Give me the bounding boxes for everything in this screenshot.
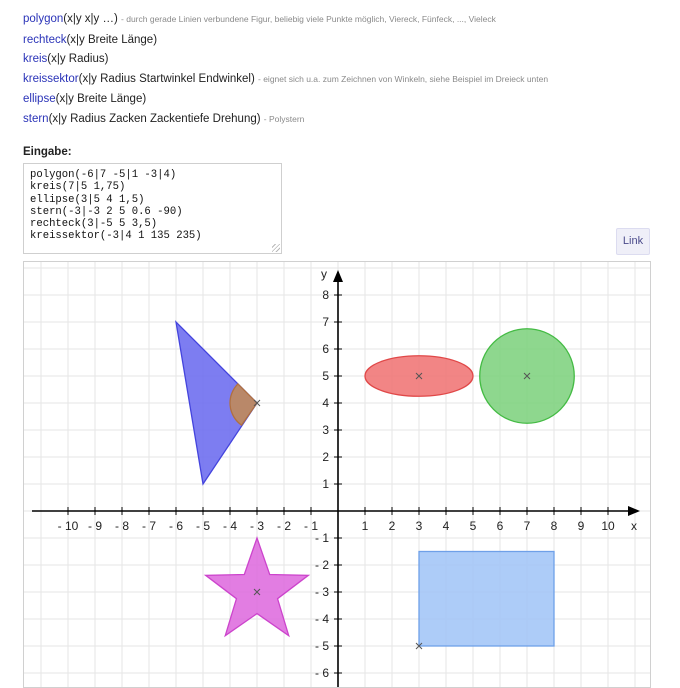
x-tick-label: 3 [415,519,423,533]
syntax-fn-rechteck[interactable]: rechteck [23,34,67,46]
y-tick-label: - 1 [314,531,329,545]
syntax-args: (x|y Breite Länge) [55,93,147,105]
input-text[interactable]: polygon(-6|7 -5|1 -3|4) kreis(7|5 1,75) ellipse(3|5 4 1,5) stern(-3|-3 2 5 0.6 -90) rechteck(3|-5 5 3,5) kreissektor(-3|4 1 135 235) [30,169,202,243]
syntax-rechteck [23,34,157,46]
y-tick-label: 3 [322,423,329,437]
x-tick-label: - 6 [168,519,184,533]
syntax-args: (x|y Radius Zacken Zackentiefe Drehung) [48,113,261,125]
syntax-desc: - durch gerade Linien verbundene Figur, beliebig viele Punkte möglich, Viereck, Fünfeck, ..., Vieleck [121,14,496,24]
syntax-ellipse [23,93,146,105]
syntax-polygon [23,13,496,25]
y-tick-label: 1 [322,477,329,491]
y-tick-label: 4 [322,396,329,410]
x-axis-label: x [631,519,637,533]
x-tick-label: - 5 [195,519,211,533]
syntax-fn-kreis[interactable]: kreis [23,53,48,65]
resize-grip-icon[interactable] [272,244,280,252]
x-tick-label: 7 [523,519,531,533]
input-label: Eingabe: [23,146,72,158]
x-tick-label: 5 [469,519,477,533]
syntax-args: (x|y Radius Startwinkel Endwinkel) [78,73,255,85]
syntax-stern [23,113,304,125]
y-tick-label: - 3 [314,585,329,599]
y-tick-label: - 4 [314,612,329,626]
x-tick-label: - 9 [87,519,103,533]
x-axis-arrow-icon [628,506,640,516]
syntax-kreissektor [23,73,548,85]
y-tick-label: 8 [322,288,329,302]
y-axis-arrow-icon [333,270,343,282]
x-tick-label: - 4 [222,519,238,533]
y-axis-label: y [321,267,327,281]
x-tick-label: 6 [496,519,504,533]
syntax-fn-kreissektor[interactable]: kreissektor [23,73,79,85]
x-tick-label: 8 [550,519,558,533]
syntax-fn-polygon[interactable]: polygon [23,13,64,25]
y-tick-label: - 5 [314,639,329,653]
x-tick-label: 1 [361,519,369,533]
y-tick-label: - 6 [314,666,329,680]
syntax-args: (x|y Radius) [47,53,109,65]
x-tick-label: 10 [601,519,615,533]
x-tick-label: - 3 [249,519,265,533]
y-tick-label: 2 [322,450,329,464]
x-tick-label: - 1 [303,519,319,533]
x-tick-label: 4 [442,519,450,533]
x-tick-label: - 8 [114,519,130,533]
x-tick-label: 2 [388,519,396,533]
y-tick-label: 6 [322,342,329,356]
syntax-desc: - eignet sich u.a. zum Zeichnen von Winkeln, siehe Beispiel im Dreieck unten [258,74,549,84]
syntax-fn-stern[interactable]: stern [23,113,49,125]
syntax-args: (x|y Breite Länge) [66,34,158,46]
input-textarea[interactable] [23,163,282,254]
graph-canvas [24,262,651,688]
y-tick-label: 5 [322,369,329,383]
y-tick-label: 7 [322,315,329,329]
syntax-args: (x|y x|y …) [63,13,118,25]
link-button[interactable]: Link [616,228,650,255]
coordinate-graph [23,261,651,688]
syntax-kreis [23,53,108,65]
syntax-desc: - Polystern [263,114,305,124]
y-tick-label: - 2 [314,558,329,572]
x-tick-label: - 2 [276,519,292,533]
x-tick-label: - 7 [141,519,157,533]
x-tick-label: - 10 [57,519,79,533]
x-tick-label: 9 [577,519,585,533]
syntax-fn-ellipse[interactable]: ellipse [23,93,56,105]
rectangle-shape [419,552,554,647]
